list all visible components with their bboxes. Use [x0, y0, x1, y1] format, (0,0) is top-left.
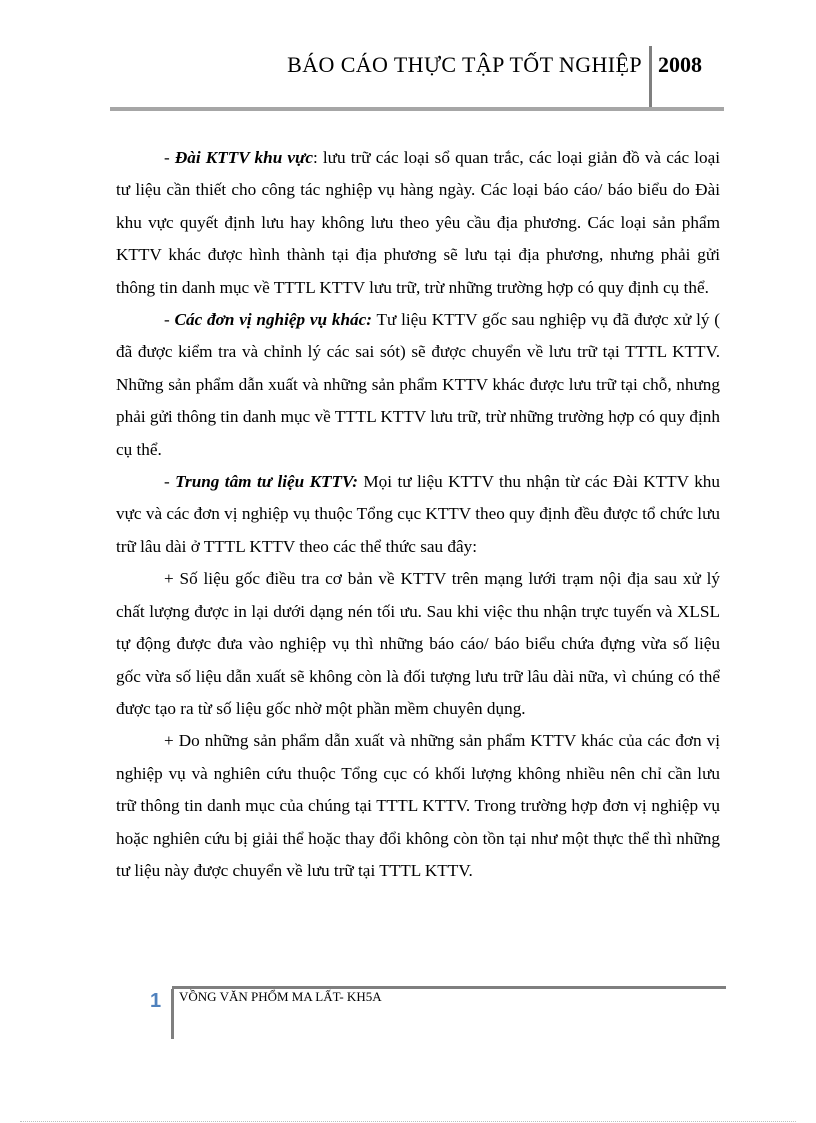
document-body — [116, 142, 720, 887]
paragraph-lead: Các đơn vị nghiệp vụ khác: — [174, 310, 373, 330]
paragraph-lead: Trung tâm tư liệu KTTV: — [175, 472, 358, 492]
page-edge — [20, 1121, 796, 1122]
header-rule — [110, 107, 724, 111]
header-year: 2008 — [658, 52, 702, 77]
paragraph-data-center: - Trung tâm tư liệu KTTV: Mọi tư liệu KTTV thu nhận từ các Đài KTTV khu vực và các đơn vị nghiệp vụ thuộc Tổng cục KTTV theo quy định đều được tổ chức lưu trữ lâu dài ở TTTL KTTV theo các thể thức sau đây: — [116, 472, 720, 556]
header-divider — [649, 46, 652, 108]
paragraph-regional-station: - Đài KTTV khu vực: lưu trữ các loại sổ quan trắc, các loại giản đồ và các loại tư liệu cần thiết cho công tác nghiệp vụ hàng ngày. Các loại báo cáo/ báo biểu do Đài khu vực quyết định lưu hay không lưu theo yêu cầu địa phương. Các loại sản phẩm KTTV khác được hình thành tại địa phương sẽ lưu tại địa phương, nhưng phải gửi thông tin danh mục về TTTL KTTV lưu trữ, trừ những trường hợp có quy định cụ thể. — [116, 148, 720, 297]
paragraph-text: Tư liệu KTTV gốc sau nghiệp vụ đã được xử lý ( đã được kiểm tra và chỉnh lý các sai sót) sẽ được chuyển về lưu trữ tại TTTL KTTV. Những sản phẩm dẫn xuất và những sản phẩm KTTV khác được lưu trữ tại chỗ, nhưng phải gửi thông tin danh mục về TTTL KTTV lưu trữ, trừ những trường hợp có quy định cụ thể. — [116, 310, 720, 459]
footer-divider — [171, 989, 174, 1039]
page-number: 1 — [150, 990, 162, 1012]
paragraph-lead: Đài KTTV khu vực — [174, 148, 313, 167]
paragraph-text: Mọi tư liệu KTTV thu nhận từ các Đài KTTV khu vực và các đơn vị nghiệp vụ thuộc Tổng cục KTTV theo quy định đều được tổ chức lưu trữ lâu dài ở TTTL KTTV theo các thể thức sau đây: — [116, 472, 720, 556]
paragraph-text: + Số liệu gốc điều tra cơ bản về KTTV trên mạng lưới trạm nội địa sau xử lý chất lượng được in lại dưới dạng nén tối ưu. Sau khi việc thu nhận trực tuyến và XLSL tự động được đưa vào nghiệp vụ thì những báo cáo/ báo biểu chứa đựng vừa số liệu gốc vừa số liệu dẫn xuất sẽ không còn là đối tượng lưu trữ lâu dài nữa, vì chúng có thể được tạo ra từ số liệu gốc nhờ một phần mềm chuyên dụng. — [116, 569, 720, 718]
bullet-original-data — [116, 563, 720, 725]
page-header — [110, 40, 724, 108]
footer-author: VỒNG VĂN PHỔM MA LẤT- KH5A — [179, 989, 382, 1004]
paragraph-text: : lưu trữ các loại sổ quan trắc, các loại giản đồ và các loại tư liệu cần thiết cho công tác nghiệp vụ hàng ngày. Các loại báo cáo/ báo biểu do Đài khu vực quyết định lưu hay không lưu theo yêu cầu địa phương. Các loại sản phẩm KTTV khác được hình thành tại địa phương sẽ lưu tại địa phương, nhưng phải gửi thông tin danh mục về TTTL KTTV lưu trữ, trừ những trường hợp có quy định cụ thể. — [116, 148, 720, 297]
bullet-derived-products — [116, 725, 720, 887]
paragraph-text: + Do những sản phẩm dẫn xuất và những sản phẩm KTTV khác của các đơn vị nghiệp vụ và nghiên cứu thuộc Tổng cục có khối lượng không nhiều nên chỉ cần lưu trữ thông tin danh mục của chúng tại TTTL KTTV. Trong trường hợp đơn vị nghiệp vụ hoặc nghiên cứu bị giải thể hoặc thay đổi không còn tồn tại như một thực thể thì những tư liệu này được chuyển về lưu trữ tại TTTL KTTV. — [116, 731, 720, 880]
header-title: BÁO CÁO THỰC TẬP TỐT NGHIỆP — [287, 52, 642, 77]
paragraph-other-units: - Các đơn vị nghiệp vụ khác: Tư liệu KTTV gốc sau nghiệp vụ đã được xử lý ( đã được kiểm tra và chỉnh lý các sai sót) sẽ được chuyển về lưu trữ tại TTTL KTTV. Những sản phẩm dẫn xuất và những sản phẩm KTTV khác được lưu trữ tại chỗ, nhưng phải gửi thông tin danh mục về TTTL KTTV lưu trữ, trừ những trường hợp có quy định cụ thể. — [116, 310, 720, 459]
